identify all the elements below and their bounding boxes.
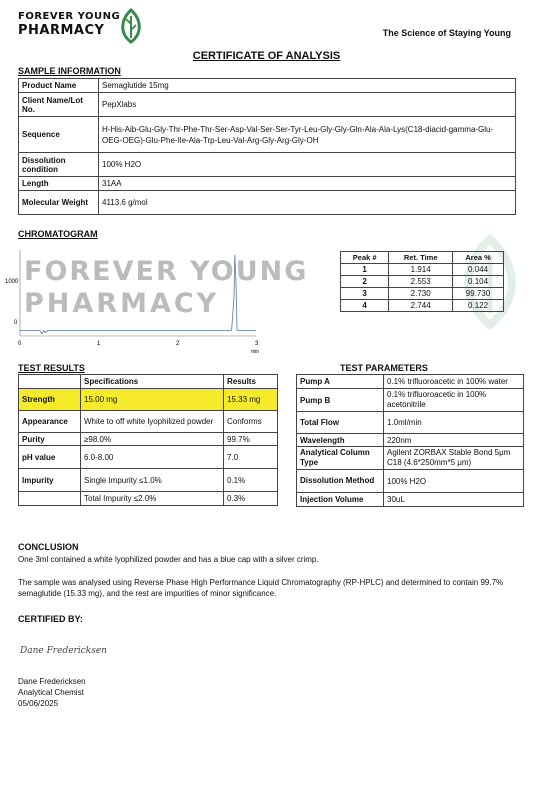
table-row	[297, 375, 524, 389]
cell: 99.7%	[224, 433, 278, 446]
signer-name: Dane Fredericksen	[18, 677, 86, 686]
cell: 0.1%	[224, 469, 278, 492]
test-results-table	[18, 374, 278, 506]
cell: 7.0	[224, 446, 278, 469]
cell: 2.730	[389, 288, 453, 300]
cell: 1	[341, 264, 389, 276]
watermark-text-1: FOREVER YOUNG	[24, 256, 309, 287]
cell: pH value	[19, 446, 81, 469]
table-row	[19, 433, 278, 446]
chromatogram-heading: CHROMATOGRAM	[18, 229, 98, 239]
cell: Pump A	[297, 375, 384, 389]
conclusion-paragraph-1: One 3ml contained a white lyophilized powder and has a blue cap with a silver crimp.	[18, 555, 319, 564]
cell: Single Impurity ≤1.0%	[81, 469, 224, 492]
header-cell: Results	[224, 375, 278, 389]
x-unit-label: min	[251, 349, 260, 355]
test-results-heading: TEST RESULTS	[18, 363, 85, 373]
cell: Appearance	[19, 411, 81, 433]
row-value: Semaglutide 15mg	[99, 79, 516, 93]
cell: Conforms	[224, 411, 278, 433]
row-label: Client Name/Lot No.	[19, 93, 99, 117]
certified-heading: CERTIFIED BY:	[18, 614, 83, 624]
cell: Analytical Column Type	[297, 447, 384, 470]
peak-table	[340, 251, 504, 312]
cell: Strength	[19, 389, 81, 411]
y-tick-label: 0	[14, 320, 18, 326]
cell: 2.744	[389, 300, 453, 312]
cell: 0.104	[453, 276, 504, 288]
row-value: 31AA	[99, 177, 516, 191]
table-row	[19, 446, 278, 469]
row-value: 4113.6 g/mol	[99, 191, 516, 215]
cell: 15.33 mg	[224, 389, 278, 411]
table-row	[19, 411, 278, 433]
conclusion-paragraph-2: The sample was analysed using Reverse Phase High Performance Liquid Chromatography (RP-HPLC) and determined to contain 99.7% semaglutide (15.33 mg), and the rest are impurities of minor significance.	[18, 578, 504, 598]
row-value: PepXlabs	[99, 93, 516, 117]
table-row	[297, 389, 524, 412]
test-parameters-heading: TEST PARAMETERS	[340, 363, 428, 373]
table-row	[297, 470, 524, 493]
cell: Impurity	[19, 469, 81, 492]
table-row	[297, 447, 524, 470]
cell: Agilent ZORBAX Stable Bond 5μm C18 (4.6*250mm*5 μm)	[384, 447, 524, 470]
y-tick-label: 1000	[5, 279, 19, 285]
row-label: Sequence	[19, 117, 99, 153]
table-row	[341, 300, 504, 312]
table-row	[341, 264, 504, 276]
table-row	[341, 288, 504, 300]
peak-col-header: Peak #	[341, 252, 389, 264]
table-row	[297, 412, 524, 434]
cell: 0.1% trifluoroacetic in 100% water	[384, 375, 524, 389]
table-row	[341, 276, 504, 288]
cell: Purity	[19, 433, 81, 446]
row-label: Dissolution condition	[19, 153, 99, 177]
conclusion-heading: CONCLUSION	[18, 542, 79, 552]
cell	[19, 492, 81, 506]
brand-line-2: PHARMACY	[18, 23, 105, 38]
row-label: Product Name	[19, 79, 99, 93]
cell: Injection Volume	[297, 493, 384, 507]
cell: 3	[341, 288, 389, 300]
cell: 2	[341, 276, 389, 288]
tagline: The Science of Staying Young	[382, 28, 511, 38]
row-value: H-His-Aib-Glu-Gly-Thr-Phe-Thr-Ser-Asp-Val-Ser-Ser-Tyr-Leu-Gly-Gly-Gln-Ala-Ala-Lys(C18-diacid-gamma-Glu-OEG-OEG)-Glu-Phe-Ile-Ala-Trp-Leu-Val-Arg-Gly-Arg-Gly-OH	[99, 117, 516, 153]
cell: Pump B	[297, 389, 384, 412]
cell: ≥98.0%	[81, 433, 224, 446]
table-row	[297, 493, 524, 507]
x-tick-label: 2	[176, 341, 180, 347]
cell: 99.730	[453, 288, 504, 300]
cell: Wavelength	[297, 434, 384, 447]
brand-line-1: FOREVER YOUNG	[18, 11, 121, 22]
cell: 0.122	[453, 300, 504, 312]
cell: 15.00 mg	[81, 389, 224, 411]
sample-info-heading: SAMPLE INFORMATION	[18, 66, 121, 76]
table-row	[19, 389, 278, 411]
test-parameters-table	[296, 374, 524, 507]
leaf-logo-icon	[118, 8, 144, 44]
peak-col-header: Area %	[453, 252, 504, 264]
table-row	[297, 434, 524, 447]
row-label: Length	[19, 177, 99, 191]
header-cell	[19, 375, 81, 389]
cell: 0.044	[453, 264, 504, 276]
page-title: CERTIFICATE OF ANALYSIS	[192, 50, 341, 62]
watermark-text-2: PHARMACY	[24, 288, 220, 319]
table-row	[19, 469, 278, 492]
cell: Total Impurity ≤2.0%	[81, 492, 224, 506]
sample-info-table	[18, 78, 516, 215]
chromatogram-chart	[4, 240, 309, 358]
cell: 0.3%	[224, 492, 278, 506]
peak-col-header: Ret. Time	[389, 252, 453, 264]
cell: Dissolution Method	[297, 470, 384, 493]
signer-role: Analytical Chemist	[18, 688, 84, 697]
cell: 0.1% trifluoroacetic in 100% acetonitrile	[384, 389, 524, 412]
x-tick-label: 1	[97, 341, 101, 347]
header-cell: Specifications	[81, 375, 224, 389]
certified-date: 05/06/2025	[18, 699, 59, 708]
cell: 4	[341, 300, 389, 312]
cell: 6.0-8.00	[81, 446, 224, 469]
cell: 100% H2O	[384, 470, 524, 493]
cell: White to off white lyophilized powder	[81, 411, 224, 433]
cell: 220nm	[384, 434, 524, 447]
cell: 1.914	[389, 264, 453, 276]
cell: 1.0ml/min	[384, 412, 524, 434]
row-label: Molecular Weight	[19, 191, 99, 215]
signature: Dane Fredericksen	[20, 646, 107, 656]
cell: Total Flow	[297, 412, 384, 434]
x-tick-label: 0	[18, 341, 22, 347]
table-row	[19, 492, 278, 506]
x-tick-label: 3	[255, 341, 259, 347]
cell: 30uL	[384, 493, 524, 507]
cell: 2.553	[389, 276, 453, 288]
row-value: 100% H2O	[99, 153, 516, 177]
